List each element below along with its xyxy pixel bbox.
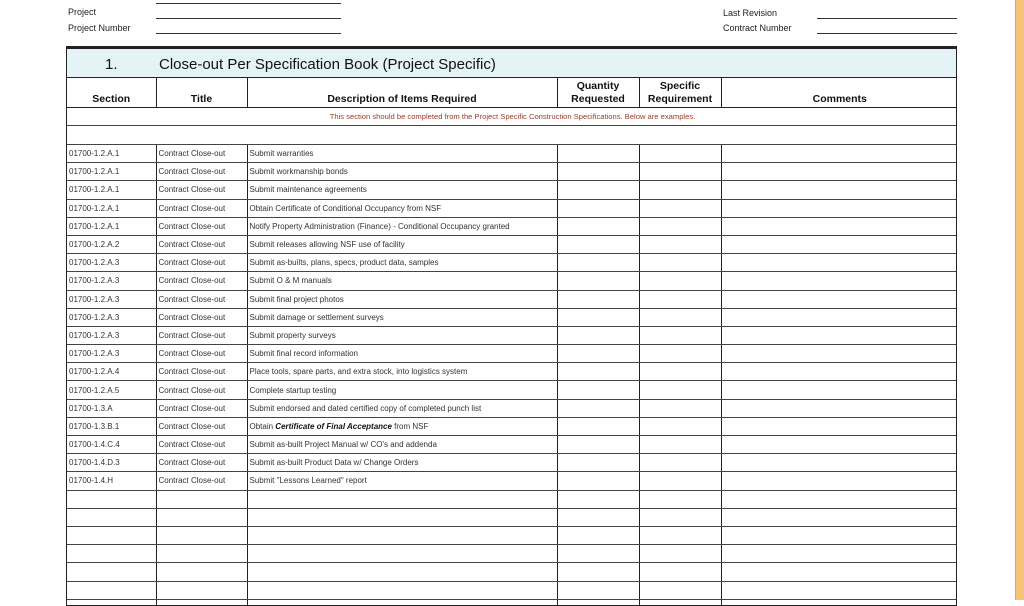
table-row	[67, 417, 957, 435]
contract-number-label: Contract Number	[723, 23, 792, 33]
quantity-cell[interactable]	[557, 472, 639, 490]
project-label: Project	[68, 7, 97, 17]
description-cell[interactable]: Submit maintenance agreements	[247, 181, 557, 199]
quantity-cell[interactable]	[557, 563, 639, 581]
table-row	[67, 181, 957, 199]
description-cell[interactable]: Submit damage or settlement surveys	[247, 308, 557, 326]
comments-cell[interactable]	[721, 399, 957, 417]
closeout-sheet	[66, 46, 957, 606]
title-cell[interactable]: Contract Close-out	[156, 326, 247, 344]
empty-row	[67, 545, 957, 563]
section-number: 1.	[105, 56, 118, 73]
table-row	[67, 308, 957, 326]
section-cell[interactable]: 01700-1.4.C.4	[67, 436, 156, 454]
title-cell[interactable]: Contract Close-out	[156, 417, 247, 435]
quantity-cell[interactable]	[557, 254, 639, 272]
description-cell[interactable]: Submit final record information	[247, 345, 557, 363]
description-cell[interactable]: Submit final project photos	[247, 290, 557, 308]
title-cell[interactable]	[156, 581, 247, 599]
description-cell[interactable]: Place tools, spare parts, and extra stock, into logistics system	[247, 363, 557, 381]
section-cell[interactable]	[67, 599, 156, 606]
comments-cell[interactable]	[721, 345, 957, 363]
section-cell[interactable]: 01700-1.2.A.1	[67, 145, 156, 163]
section-cell[interactable]: 01700-1.2.A.3	[67, 272, 156, 290]
description-cell[interactable]	[247, 545, 557, 563]
title-cell[interactable]: Contract Close-out	[156, 272, 247, 290]
description-cell[interactable]: Obtain Certificate of Final Acceptance from NSF	[247, 417, 557, 435]
column-header-section: Section	[67, 78, 156, 108]
column-header-specific: Specific Requirement	[639, 78, 721, 108]
table-row	[67, 217, 957, 235]
requirement-cell[interactable]	[639, 599, 721, 606]
table-row	[67, 254, 957, 272]
quantity-cell[interactable]	[557, 508, 639, 526]
section-cell[interactable]: 01700-1.2.A.5	[67, 381, 156, 399]
description-cell[interactable]: Submit as-builts, plans, specs, product data, samples	[247, 254, 557, 272]
requirement-cell[interactable]	[639, 181, 721, 199]
requirement-cell[interactable]	[639, 472, 721, 490]
requirement-cell[interactable]	[639, 490, 721, 508]
title-cell[interactable]: Contract Close-out	[156, 254, 247, 272]
title-cell[interactable]	[156, 490, 247, 508]
table-row	[67, 381, 957, 399]
section-cell[interactable]: 01700-1.2.A.1	[67, 163, 156, 181]
instruction-row	[67, 108, 957, 126]
title-cell[interactable]	[156, 545, 247, 563]
quantity-cell[interactable]	[557, 490, 639, 508]
table-row	[67, 163, 957, 181]
quantity-cell[interactable]	[557, 217, 639, 235]
field-line-top	[156, 3, 341, 4]
requirement-cell[interactable]	[639, 436, 721, 454]
quantity-cell[interactable]	[557, 526, 639, 544]
description-cell[interactable]: Submit property surveys	[247, 326, 557, 344]
comments-cell[interactable]	[721, 272, 957, 290]
empty-row	[67, 526, 957, 544]
title-cell[interactable]: Contract Close-out	[156, 436, 247, 454]
quantity-cell[interactable]	[557, 235, 639, 253]
quantity-cell[interactable]	[557, 145, 639, 163]
description-cell[interactable]	[247, 563, 557, 581]
quantity-cell[interactable]	[557, 399, 639, 417]
description-cell[interactable]: Submit releases allowing NSF use of facility	[247, 235, 557, 253]
title-cell[interactable]: Contract Close-out	[156, 345, 247, 363]
table-row	[67, 326, 957, 344]
section-cell[interactable]	[67, 581, 156, 599]
comments-cell[interactable]	[721, 217, 957, 235]
title-cell[interactable]: Contract Close-out	[156, 363, 247, 381]
title-cell[interactable]: Contract Close-out	[156, 399, 247, 417]
section-cell[interactable]: 01700-1.2.A.3	[67, 345, 156, 363]
title-cell[interactable]	[156, 508, 247, 526]
quantity-cell[interactable]	[557, 436, 639, 454]
comments-cell[interactable]	[721, 472, 957, 490]
description-cell[interactable]: Notify Property Administration (Finance) - Conditional Occupancy granted	[247, 217, 557, 235]
comments-cell[interactable]	[721, 581, 957, 599]
table-row	[67, 454, 957, 472]
requirement-cell[interactable]	[639, 381, 721, 399]
quantity-cell[interactable]	[557, 163, 639, 181]
description-cell[interactable]	[247, 581, 557, 599]
description-cell[interactable]: Submit "Lessons Learned" report	[247, 472, 557, 490]
comments-cell[interactable]	[721, 308, 957, 326]
comments-cell[interactable]	[721, 326, 957, 344]
title-cell[interactable]: Contract Close-out	[156, 290, 247, 308]
description-cell[interactable]: Submit as-built Product Data w/ Change Orders	[247, 454, 557, 472]
quantity-cell[interactable]	[557, 345, 639, 363]
requirement-cell[interactable]	[639, 145, 721, 163]
column-header-comments: Comments	[721, 78, 957, 108]
title-cell[interactable]: Contract Close-out	[156, 145, 247, 163]
comments-cell[interactable]	[721, 181, 957, 199]
requirement-cell[interactable]	[639, 454, 721, 472]
title-cell[interactable]: Contract Close-out	[156, 163, 247, 181]
comments-cell[interactable]	[721, 381, 957, 399]
comments-cell[interactable]	[721, 163, 957, 181]
table-header-row	[67, 78, 957, 108]
requirement-cell[interactable]	[639, 163, 721, 181]
requirement-cell[interactable]	[639, 345, 721, 363]
requirement-cell[interactable]	[639, 326, 721, 344]
quantity-cell[interactable]	[557, 272, 639, 290]
emphasized-text: Certificate of Final Acceptance	[275, 421, 392, 431]
table-row	[67, 145, 957, 163]
closeout-table	[67, 78, 957, 606]
table-row	[67, 235, 957, 253]
last-revision-field[interactable]	[817, 18, 957, 19]
requirement-cell[interactable]	[639, 290, 721, 308]
section-cell[interactable]: 01700-1.4.H	[67, 472, 156, 490]
section-cell[interactable]: 01700-1.2.A.1	[67, 181, 156, 199]
table-row	[67, 399, 957, 417]
description-cell[interactable]	[247, 508, 557, 526]
requirement-cell[interactable]	[639, 308, 721, 326]
section-cell[interactable]: 01700-1.2.A.1	[67, 217, 156, 235]
requirement-cell[interactable]	[639, 399, 721, 417]
quantity-cell[interactable]	[557, 545, 639, 563]
contract-number-field[interactable]	[817, 33, 957, 34]
requirement-cell[interactable]	[639, 526, 721, 544]
column-header-title: Title	[156, 78, 247, 108]
quantity-cell[interactable]	[557, 581, 639, 599]
section-band	[67, 49, 956, 78]
table-row	[67, 472, 957, 490]
description-cell[interactable]: Submit endorsed and dated certified copy of completed punch list	[247, 399, 557, 417]
requirement-cell[interactable]	[639, 363, 721, 381]
section-cell[interactable]	[67, 490, 156, 508]
last-revision-label: Last Revision	[723, 8, 778, 18]
quantity-cell[interactable]	[557, 599, 639, 606]
comments-cell[interactable]	[721, 599, 957, 606]
requirement-cell[interactable]	[639, 417, 721, 435]
comments-cell[interactable]	[721, 436, 957, 454]
requirement-cell[interactable]	[639, 545, 721, 563]
spacer-row	[67, 126, 957, 145]
section-title: Close-out Per Specification Book (Project Specific)	[159, 56, 496, 73]
requirement-cell[interactable]	[639, 563, 721, 581]
quantity-cell[interactable]	[557, 308, 639, 326]
window-frame-edge	[1015, 0, 1024, 600]
comments-cell[interactable]	[721, 145, 957, 163]
empty-row	[67, 490, 957, 508]
title-cell[interactable]: Contract Close-out	[156, 235, 247, 253]
description-cell[interactable]	[247, 526, 557, 544]
comments-cell[interactable]	[721, 235, 957, 253]
comments-cell[interactable]	[721, 545, 957, 563]
comments-cell[interactable]	[721, 417, 957, 435]
description-cell[interactable]: Complete startup testing	[247, 381, 557, 399]
title-cell[interactable]	[156, 526, 247, 544]
section-cell[interactable]: 01700-1.2.A.2	[67, 235, 156, 253]
section-cell[interactable]: 01700-1.2.A.3	[67, 254, 156, 272]
column-header-quantity: Quantity Requested	[557, 78, 639, 108]
title-cell[interactable]	[156, 599, 247, 606]
title-cell[interactable]: Contract Close-out	[156, 199, 247, 217]
empty-row	[67, 581, 957, 599]
section-cell[interactable]: 01700-1.2.A.3	[67, 308, 156, 326]
quantity-cell[interactable]	[557, 181, 639, 199]
section-cell[interactable]: 01700-1.3.B.1	[67, 417, 156, 435]
requirement-cell[interactable]	[639, 254, 721, 272]
section-cell[interactable]: 01700-1.2.A.3	[67, 326, 156, 344]
instruction-note: This section should be completed from the Project Specific Construction Specifications. Below are examples.	[67, 108, 957, 126]
section-cell[interactable]: 01700-1.4.D.3	[67, 454, 156, 472]
empty-row	[67, 599, 957, 606]
table-row	[67, 199, 957, 217]
description-cell[interactable]: Submit as-built Project Manual w/ CO's and addenda	[247, 436, 557, 454]
comments-cell[interactable]	[721, 454, 957, 472]
column-header-description: Description of Items Required	[247, 78, 557, 108]
comments-cell[interactable]	[721, 490, 957, 508]
description-cell[interactable]: Submit O & M manuals	[247, 272, 557, 290]
quantity-cell[interactable]	[557, 326, 639, 344]
quantity-cell[interactable]	[557, 290, 639, 308]
quantity-cell[interactable]	[557, 381, 639, 399]
table-row	[67, 290, 957, 308]
comments-cell[interactable]	[721, 254, 957, 272]
requirement-cell[interactable]	[639, 217, 721, 235]
description-cell[interactable]	[247, 490, 557, 508]
project-field[interactable]	[156, 18, 341, 19]
section-cell[interactable]: 01700-1.3.A	[67, 399, 156, 417]
section-cell[interactable]: 01700-1.2.A.1	[67, 199, 156, 217]
title-cell[interactable]: Contract Close-out	[156, 308, 247, 326]
requirement-cell[interactable]	[639, 199, 721, 217]
requirement-cell[interactable]	[639, 508, 721, 526]
section-cell[interactable]	[67, 508, 156, 526]
comments-cell[interactable]	[721, 563, 957, 581]
title-cell[interactable]: Contract Close-out	[156, 181, 247, 199]
comments-cell[interactable]	[721, 526, 957, 544]
quantity-cell[interactable]	[557, 363, 639, 381]
table-row	[67, 436, 957, 454]
section-cell[interactable]	[67, 563, 156, 581]
description-cell[interactable]	[247, 599, 557, 606]
description-cell[interactable]: Submit warranties	[247, 145, 557, 163]
table-row	[67, 345, 957, 363]
comments-cell[interactable]	[721, 508, 957, 526]
title-cell[interactable]: Contract Close-out	[156, 217, 247, 235]
requirement-cell[interactable]	[639, 272, 721, 290]
project-number-label: Project Number	[68, 23, 131, 33]
title-cell[interactable]	[156, 563, 247, 581]
quantity-cell[interactable]	[557, 417, 639, 435]
requirement-cell[interactable]	[639, 235, 721, 253]
title-cell[interactable]: Contract Close-out	[156, 454, 247, 472]
empty-row	[67, 508, 957, 526]
description-cell[interactable]: Obtain Certificate of Conditional Occupancy from NSF	[247, 199, 557, 217]
quantity-cell[interactable]	[557, 454, 639, 472]
title-cell[interactable]: Contract Close-out	[156, 472, 247, 490]
project-number-field[interactable]	[156, 33, 341, 34]
requirement-cell[interactable]	[639, 581, 721, 599]
table-row	[67, 363, 957, 381]
comments-cell[interactable]	[721, 199, 957, 217]
section-cell[interactable]: 01700-1.2.A.4	[67, 363, 156, 381]
quantity-cell[interactable]	[557, 199, 639, 217]
table-row	[67, 272, 957, 290]
comments-cell[interactable]	[721, 363, 957, 381]
description-cell[interactable]: Submit workmanship bonds	[247, 163, 557, 181]
section-cell[interactable]	[67, 545, 156, 563]
section-cell[interactable]: 01700-1.2.A.3	[67, 290, 156, 308]
title-cell[interactable]: Contract Close-out	[156, 381, 247, 399]
section-cell[interactable]	[67, 526, 156, 544]
comments-cell[interactable]	[721, 290, 957, 308]
empty-row	[67, 563, 957, 581]
